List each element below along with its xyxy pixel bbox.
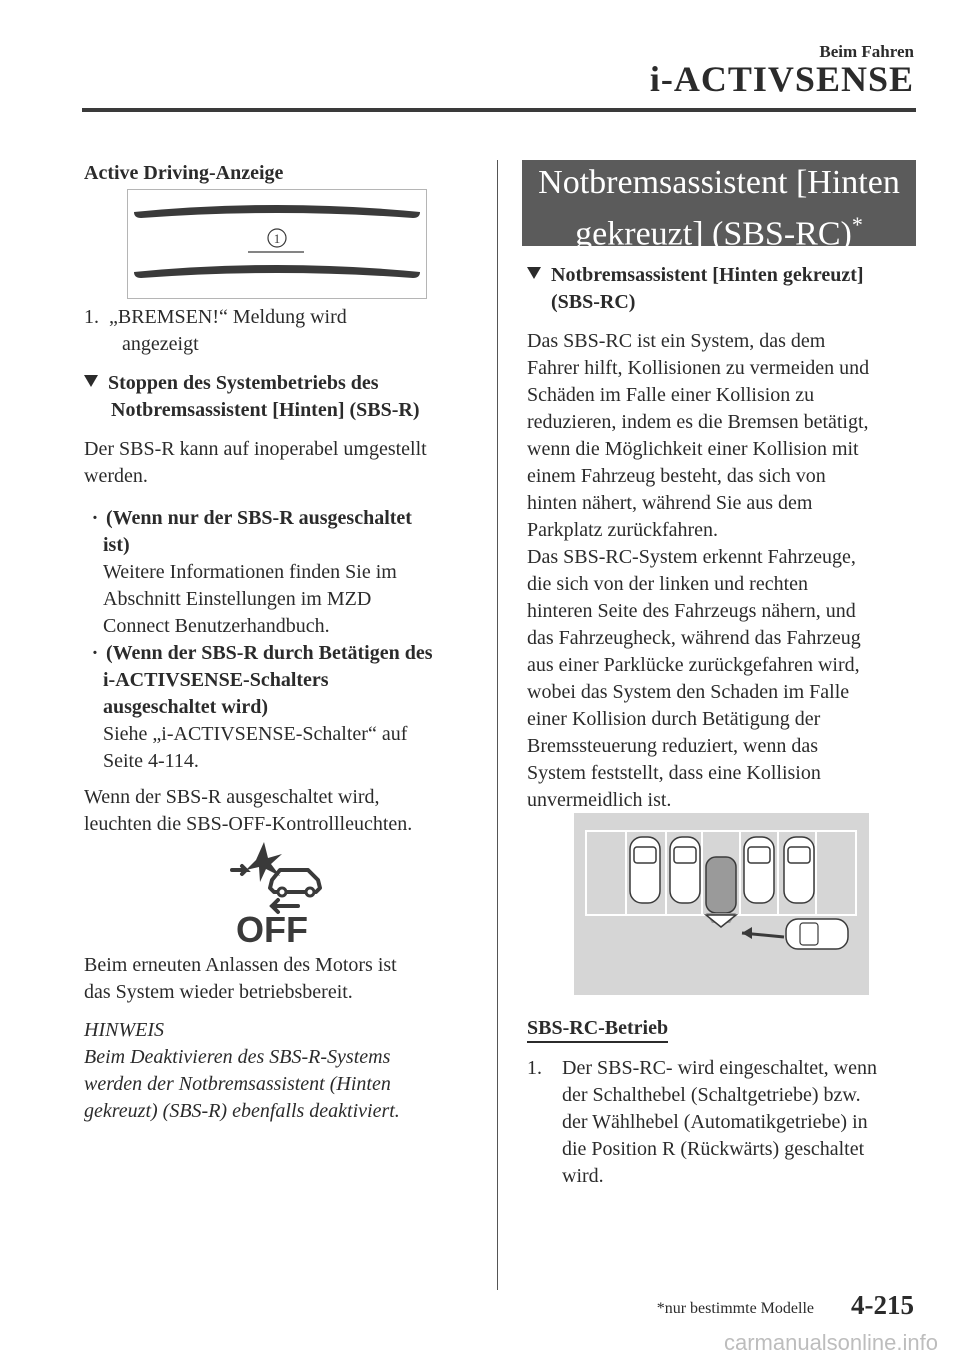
paragraph-line: Das SBS-RC-System erkennt Fahrzeuge, xyxy=(527,546,856,568)
paragraph: werden. xyxy=(84,465,148,487)
display-bar-bottom xyxy=(134,265,420,278)
paragraph: das System wieder betriebsbereit. xyxy=(84,981,353,1003)
paragraph-line: Bremssteuerung reduziert, wenn das xyxy=(527,735,819,757)
page-number: 4-215 xyxy=(851,1290,914,1320)
paragraph-line: reduzieren, indem es die Bremsen betätigt, xyxy=(527,411,869,433)
paragraph-line: Parkplatz zurückfahren. xyxy=(527,519,719,541)
watermark: carmanualsonline.info xyxy=(723,1330,938,1355)
operation-line: Der SBS-RC- wird eingeschaltet, wenn xyxy=(562,1057,877,1079)
active-driving-display-figure xyxy=(127,189,427,299)
paragraph-line: wobei das System den Schaden im Falle xyxy=(527,681,850,703)
stop-heading-cont: Notbremsassistent [Hinten] (SBS-R) xyxy=(111,399,420,421)
paragraph-line: die sich von der linken und rechten xyxy=(527,573,809,595)
sub-heading-cont: (SBS-RC) xyxy=(551,291,636,313)
bullet-title: · (Wenn der SBS-R durch Betätigen des xyxy=(84,640,484,667)
paragraph: Beim erneuten Anlassen des Motors ist xyxy=(84,954,397,976)
bullet-text: Siehe „i-ACTIVSENSE-Schalter“ auf xyxy=(103,723,408,745)
paragraph-line: das Fahrzeugheck, während das Fahrzeug xyxy=(527,627,861,649)
display-heading: Active Driving-Anzeige xyxy=(84,162,284,184)
bullet-dot-icon: · xyxy=(91,642,99,664)
paragraph-line: Schäden im Falle einer Kollision zu xyxy=(527,384,815,406)
note-title: HINWEIS xyxy=(84,1019,164,1041)
bullet-text: Abschnitt Einstellungen im MZD xyxy=(103,588,372,610)
column-divider xyxy=(497,160,498,1290)
paragraph-line: System feststellt, dass eine Kollision xyxy=(527,762,821,784)
paragraph: Wenn der SBS-R ausgeschaltet wird, xyxy=(84,786,380,808)
bullet-title: · (Wenn nur der SBS-R ausgeschaltet xyxy=(84,505,484,532)
note-text: Beim Deaktivieren des SBS-R-Systems xyxy=(84,1046,391,1068)
off-label: OFF xyxy=(236,909,308,946)
parking-illustration xyxy=(574,813,869,995)
list-number: 1. xyxy=(527,1057,542,1079)
operation-line: der Schalthebel (Schaltgetriebe) bzw. xyxy=(562,1084,861,1106)
bullet-title-cont: i-ACTIVSENSE-Schalters xyxy=(103,669,329,691)
paragraph-line: hinten nähert, während Sie aus dem xyxy=(527,492,813,514)
list-item-cont: angezeigt xyxy=(122,333,199,355)
paragraph-line: einer Kollision durch Betätigung der xyxy=(527,708,821,730)
header-section: Beim Fahren xyxy=(819,42,914,61)
paragraph-line: unvermeidlich ist. xyxy=(527,789,672,811)
sbs-off-warning-icon xyxy=(224,840,324,946)
bullet-text: Connect Benutzerhandbuch. xyxy=(103,615,330,637)
list-item: 1. „BREMSEN!“ Meldung wird xyxy=(84,306,347,328)
paragraph-line: Das SBS-RC ist ein System, das dem xyxy=(527,330,826,352)
paragraph-line: Fahrer hilft, Kollisionen zu vermeiden und xyxy=(527,357,870,379)
bullet-text: Weitere Informationen finden Sie im xyxy=(103,561,397,583)
approaching-car xyxy=(786,919,848,949)
display-bar-top xyxy=(134,205,420,218)
reversing-car xyxy=(706,857,736,923)
header-title: i-ACTIVSENSE xyxy=(649,59,914,99)
paragraph-line: hinteren Seite des Fahrzeugs nähern, und xyxy=(527,600,856,622)
section-banner xyxy=(522,160,916,253)
banner-star: * xyxy=(851,212,863,237)
paragraph: Der SBS-R kann auf inoperabel umgestellt xyxy=(84,438,427,460)
callout-number: 1 xyxy=(273,231,281,246)
bullet-title-cont: ausgeschaltet wird) xyxy=(103,696,268,718)
description-paragraph xyxy=(527,328,927,814)
operation-line: die Position R (Rückwärts) geschaltet xyxy=(562,1138,865,1160)
triangle-icon xyxy=(84,375,98,387)
header-rule xyxy=(82,108,916,112)
paragraph: leuchten die SBS-OFF-Kontrollleuchten. xyxy=(84,813,413,835)
bullet-title-cont: ist) xyxy=(103,534,130,556)
operation-heading: SBS-RC-Betrieb xyxy=(527,1015,927,1042)
paragraph-line: einem Fahrzeug besteht, das sich von xyxy=(527,465,826,487)
stop-heading: Stoppen des Systembetriebs des xyxy=(84,370,484,397)
note-text: gekreuzt) (SBS-R) ebenfalls deaktiviert. xyxy=(84,1100,400,1122)
operation-text xyxy=(562,1055,877,1190)
triangle-icon xyxy=(527,267,541,279)
operation-line: der Wählhebel (Automatikgetriebe) in xyxy=(562,1111,868,1133)
sub-heading: Notbremsassistent [Hinten gekreuzt] xyxy=(527,262,927,289)
paragraph-line: aus einer Parklücke zurückgefahren wird, xyxy=(527,654,860,676)
banner-line: gekreuzt] (SBS-RC)* xyxy=(575,212,863,253)
paragraph-line: wenn die Möglichkeit einer Kollision mit xyxy=(527,438,859,460)
bullet-dot-icon: · xyxy=(91,507,99,529)
banner-line: Notbremsassistent [Hinten xyxy=(538,164,900,201)
bullet-text: Seite 4-114. xyxy=(103,750,199,772)
operation-line: wird. xyxy=(562,1165,604,1187)
note-text: werden der Notbremsassistent (Hinten xyxy=(84,1073,391,1095)
footer-note: *nur bestimmte Modelle xyxy=(656,1300,814,1317)
list-number: 1. xyxy=(84,306,99,328)
